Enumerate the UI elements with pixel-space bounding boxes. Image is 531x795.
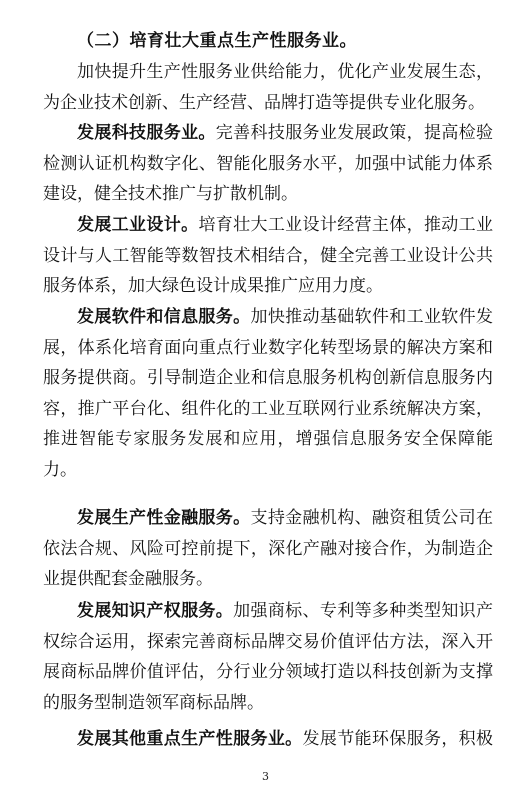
paragraph-lead: 发展生产性金融服务。: [77, 508, 251, 528]
text-line: 展商标品牌价值评估，分行业分领域打造以科技创新为支撑: [43, 662, 494, 682]
paragraph-tech-services: [43, 118, 493, 210]
text-line-rest: 加强商标、专利等多种类型知识产: [233, 601, 494, 621]
text-line: 依法合规、风险可控前提下，深化产融对接合作，为制造企: [43, 538, 494, 559]
text-line: [43, 503, 493, 534]
text-line: 力。: [43, 459, 77, 480]
paragraph-lead: 发展工业设计。: [77, 215, 199, 235]
text-line: 为企业技术创新、生产经营、品牌打造等提供专业化服务。: [43, 92, 485, 113]
paragraph-lead: 发展知识产权服务。: [77, 601, 234, 621]
paragraph-ip-services: [43, 596, 493, 718]
text-line: 建设，健全技术推广与扩散机制。: [43, 184, 298, 204]
paragraph-finance: [43, 503, 493, 595]
text-line-rest: 发展节能环保服务，积极: [302, 729, 494, 749]
text-line: 服务提供商。引导制造企业和信息服务机构创新信息服务内: [43, 368, 494, 388]
paragraph-intro: [43, 57, 493, 118]
paragraph-lead: 发展其他重点生产性服务业。: [77, 729, 303, 749]
paragraph-software-info: [43, 302, 493, 485]
text-line: 展，体系化培育面向重点行业数字化转型场景的解决方案和: [43, 337, 494, 358]
text-line-rest: 支持金融机构、融资租赁公司在: [250, 508, 494, 528]
text-line: 容，推广平台化、组件化的工业互联网行业系统解决方案，: [43, 398, 494, 419]
text-line-rest: 加快推动基础软件和工业软件发: [250, 307, 494, 327]
text-line: [43, 724, 493, 755]
paragraph-lead: 发展科技服务业。: [77, 123, 216, 143]
paragraph-lead: 发展软件和信息服务。: [77, 307, 251, 327]
section-heading: （二）培育壮大重点生产性服务业。: [77, 31, 357, 51]
text-line: 权综合运用，探索完善商标品牌交易价值评估方法，深入开: [43, 631, 494, 652]
text-line: [43, 118, 493, 149]
text-line: [43, 302, 493, 333]
text-line: 业提供配套金融服务。: [43, 569, 213, 589]
text-line: [43, 596, 493, 627]
paragraph-other-services: [43, 724, 493, 755]
text-line: 检测认证机构数字化、智能化服务水平，加强中试能力体系: [43, 153, 494, 174]
text-line: 设计与人工智能等数智技术相结合，健全完善工业设计公共: [43, 245, 494, 266]
text-line: 服务体系，加大绿色设计成果推广应用力度。: [43, 276, 383, 296]
text-line: 加快提升生产性服务业供给能力，优化产业发展生态，: [77, 62, 494, 82]
text-line-rest: 培育壮大工业设计经营主体，推动工业: [198, 215, 494, 235]
text-line: 的服务型制造领军商标品牌。: [43, 692, 264, 713]
text-line: 推进智能专家服务发展和应用，增强信息服务安全保障能: [43, 429, 495, 449]
paragraph-industrial-design: [43, 210, 493, 302]
page-number: 3: [262, 770, 269, 783]
text-line: [43, 210, 493, 241]
text-line-rest: 完善科技服务业发展政策，提高检验: [215, 123, 494, 143]
